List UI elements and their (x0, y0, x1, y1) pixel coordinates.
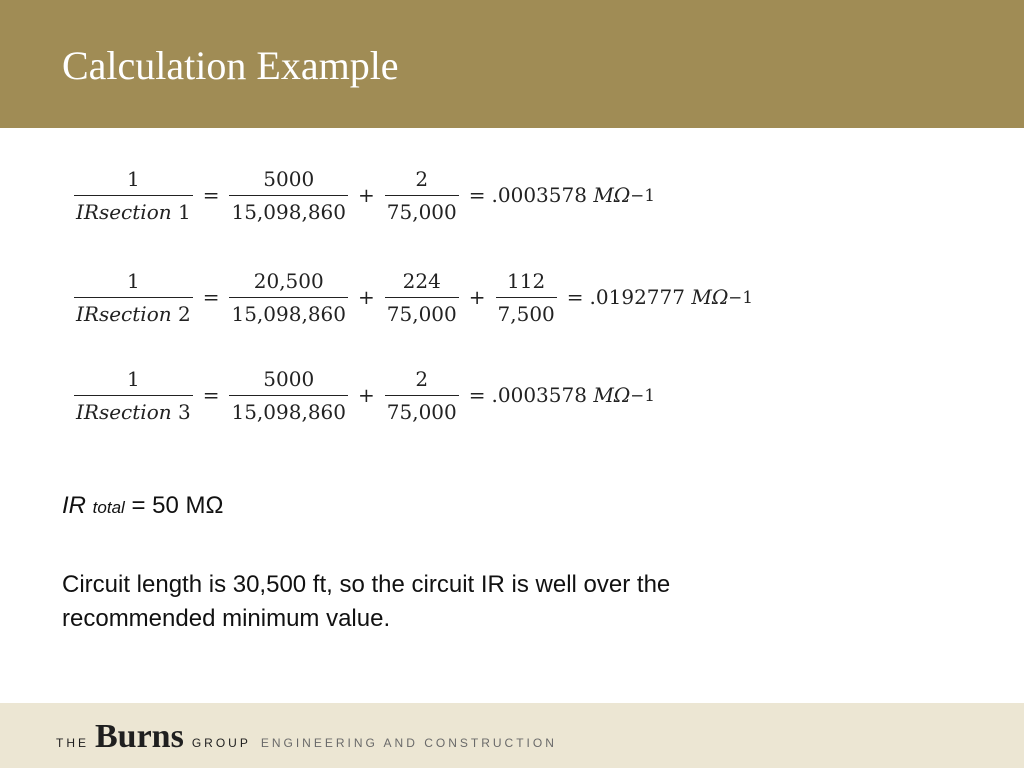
equation-section-3 (70, 360, 655, 430)
term-fraction (229, 269, 348, 326)
result-exponent: −1 (630, 385, 655, 405)
result-unit: MΩ (593, 383, 631, 407)
logo-tagline: ENGINEERING AND CONSTRUCTION (260, 736, 557, 750)
ir-subscript: total (92, 498, 125, 517)
fraction-denominator: 7,500 (496, 297, 557, 326)
fraction-numerator: 2 (415, 166, 429, 191)
fraction-denominator (74, 195, 193, 224)
logo-the: THE (56, 736, 89, 750)
result-value: .0192777 (589, 285, 685, 309)
term-fraction (385, 367, 459, 424)
ir-section-label: IRsection (76, 301, 172, 326)
term-fraction (385, 269, 459, 326)
fraction-denominator: 15,098,860 (229, 395, 348, 424)
fraction-denominator (74, 395, 193, 424)
equation-section-2 (70, 262, 753, 332)
term-fraction (385, 167, 459, 224)
result-unit: MΩ (593, 183, 631, 207)
ir-equals: = (131, 492, 146, 519)
equals-sign: = (202, 183, 220, 207)
term-fraction (496, 269, 557, 326)
fraction-numerator: 20,500 (253, 268, 324, 293)
result-value: .0003578 (491, 383, 587, 407)
equals-sign: = (468, 183, 486, 207)
fraction-numerator: 1 (126, 366, 140, 391)
fraction-numerator: 112 (507, 268, 546, 293)
burns-group-logo (56, 718, 557, 754)
plus-sign: + (358, 183, 375, 207)
section-number: 1 (177, 199, 191, 224)
fraction-denominator: 15,098,860 (229, 297, 348, 326)
equals-sign: = (566, 285, 584, 309)
fraction-numerator: 224 (402, 268, 441, 293)
lhs-fraction (74, 367, 193, 424)
ir-section-label: IRsection (76, 199, 172, 224)
fraction-denominator (74, 297, 193, 326)
lhs-fraction (74, 167, 193, 224)
fraction-denominator: 75,000 (385, 395, 459, 424)
fraction-numerator: 2 (415, 366, 429, 391)
logo-group: GROUP (191, 736, 251, 750)
section-number: 3 (177, 399, 191, 424)
equals-sign: = (202, 383, 220, 407)
result-exponent: −1 (728, 287, 753, 307)
fraction-numerator: 1 (126, 166, 140, 191)
fraction-denominator: 75,000 (385, 297, 459, 326)
ir-label: IR (62, 492, 86, 519)
plus-sign: + (468, 285, 486, 309)
ir-section-label: IRsection (76, 399, 172, 424)
result-exponent: −1 (630, 185, 655, 205)
plus-sign: + (358, 383, 375, 407)
term-fraction (229, 367, 348, 424)
result-value: .0003578 (491, 183, 587, 207)
fraction-numerator: 5000 (263, 366, 315, 391)
ir-total-line (62, 492, 223, 520)
equals-sign: = (202, 285, 220, 309)
result-unit: MΩ (691, 285, 729, 309)
equals-sign: = (468, 383, 486, 407)
equation-section-1 (70, 160, 655, 230)
fraction-numerator: 5000 (263, 166, 315, 191)
fraction-numerator: 1 (126, 268, 140, 293)
lhs-fraction (74, 269, 193, 326)
slide-title: Calculation Example (62, 43, 399, 88)
ir-total-value: 50 MΩ (152, 492, 224, 519)
fraction-denominator: 15,098,860 (229, 195, 348, 224)
conclusion-paragraph: Circuit length is 30,500 ft, so the circuit IR is well over the recommended minimum value. (62, 571, 671, 632)
plus-sign: + (358, 285, 375, 309)
logo-burns: Burns (95, 718, 184, 755)
fraction-denominator: 75,000 (385, 195, 459, 224)
term-fraction (229, 167, 348, 224)
section-number: 2 (177, 301, 191, 326)
